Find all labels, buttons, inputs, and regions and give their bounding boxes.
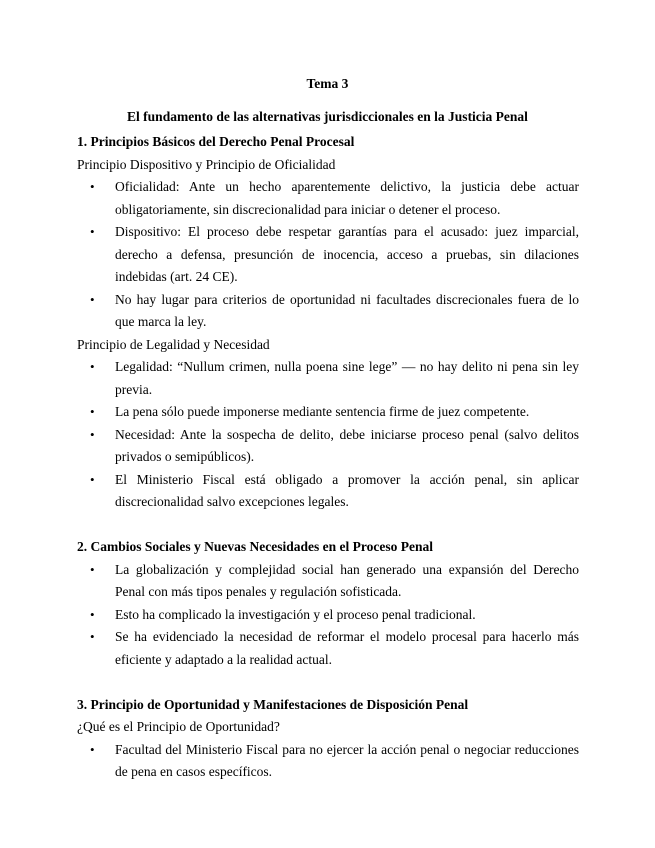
section-1-list-2 (77, 356, 579, 514)
section-2-list (77, 559, 579, 672)
list-item: • Necesidad: Ante la sospecha de delito, debe iniciarse proceso penal (salvo delitos privados o semipúblicos). (77, 424, 579, 469)
section-3-heading: 3. Principio de Oportunidad y Manifestaciones de Disposición Penal (77, 696, 469, 712)
list-item: • No hay lugar para criterios de oportunidad ni facultades discrecionales fuera de lo que marca la ley. (77, 289, 579, 334)
list-item: • Legalidad: “Nullum crimen, nulla poena sine lege” — no hay delito ni pena sin ley previa. (77, 356, 579, 401)
list-item: • Se ha evidenciado la necesidad de reformar el modelo procesal para hacerlo más eficiente y adaptado a la realidad actual. (77, 626, 579, 671)
section-1-subheading-dispositivo: Principio Dispositivo y Principio de Oficialidad (77, 156, 336, 172)
list-item: • Oficialidad: Ante un hecho aparentemente delictivo, la justicia debe actuar obligatoriamente, sin discrecionalidad para iniciar o detener el proceso. (77, 176, 579, 221)
section-1-heading: 1. Principios Básicos del Derecho Penal Procesal (77, 134, 355, 149)
section-1-subheading-legalidad: Principio de Legalidad y Necesidad (77, 336, 270, 352)
list-item: • Dispositivo: El proceso debe respetar garantías para el acusado: juez imparcial, derecho a defensa, presunción de inocencia, acceso a pruebas, sin dilaciones indebidas (art. 24 CE). (77, 221, 579, 289)
list-item: • La pena sólo puede imponerse mediante sentencia firme de juez competente. (77, 401, 579, 424)
document-body (77, 131, 579, 784)
list-item: • Esto ha complicado la investigación y el proceso penal tradicional. (77, 604, 579, 627)
section-3-subheading: ¿Qué es el Principio de Oportunidad? (77, 719, 280, 734)
section-spacer (77, 514, 579, 537)
list-item: • Facultad del Ministerio Fiscal para no ejercer la acción penal o negociar reducciones de pena en casos específicos. (77, 739, 579, 784)
document-title: Tema 3 (306, 76, 349, 91)
list-item: • El Ministerio Fiscal está obligado a promover la acción penal, sin aplicar discrecionalidad salvo excepciones legales. (77, 469, 579, 514)
section-2-heading: 2. Cambios Sociales y Nuevas Necesidades en el Proceso Penal (77, 539, 433, 554)
document-subtitle: El fundamento de las alternativas jurisdiccionales en la Justicia Penal (127, 109, 528, 124)
section-1-list-1 (77, 176, 579, 334)
section-spacer (77, 671, 579, 694)
list-item: • La globalización y complejidad social han generado una expansión del Derecho Penal con más tipos penales y regulación sofisticada. (77, 559, 579, 604)
section-3-list (77, 739, 579, 784)
